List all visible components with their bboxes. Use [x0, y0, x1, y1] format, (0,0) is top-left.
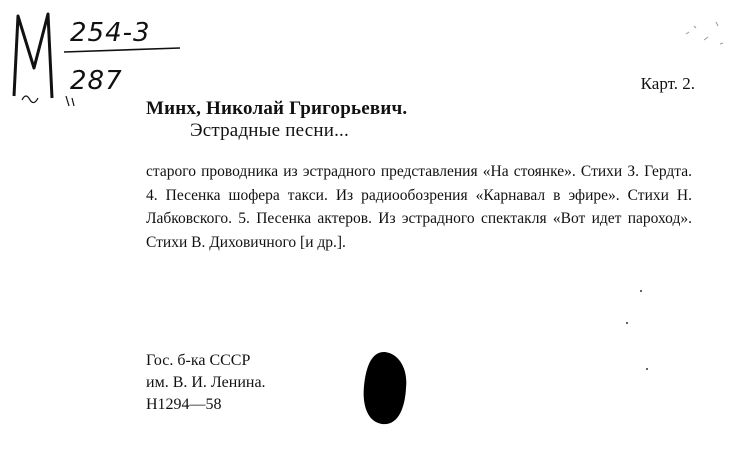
description-text	[146, 160, 692, 254]
library-line-2: им. В. И. Ленина.	[146, 374, 266, 391]
ink-speck	[626, 322, 628, 324]
library-line-3: Н1294—58	[146, 396, 222, 413]
ink-speck	[640, 290, 642, 292]
library-line-1: Гос. б-ка СССР	[146, 352, 251, 369]
library-imprint	[146, 350, 266, 416]
shelf-number-bottom: 287	[70, 66, 123, 96]
punch-hole	[360, 350, 410, 428]
description-paragraph: старого проводника из эстрадного представления «На стоянке». Стихи З. Гердта. 4. Песенка шофера такси. Из радиообозрения «Карнавал в эфире». Стихи Н. Лабковского. 5. Песенка актеров. Из эстрадного спектакля «Вот идет пароход». Стихи В. Диховичного [и др.].	[146, 163, 692, 251]
shelf-number-top: 254-3	[70, 18, 151, 48]
work-title: Эстрадные песни...	[190, 120, 349, 141]
card-number: Карт. 2.	[640, 74, 695, 93]
ink-speck	[646, 368, 648, 370]
author-heading: Минх, Николай Григорьевич.	[146, 98, 408, 119]
faint-marks	[680, 14, 730, 54]
